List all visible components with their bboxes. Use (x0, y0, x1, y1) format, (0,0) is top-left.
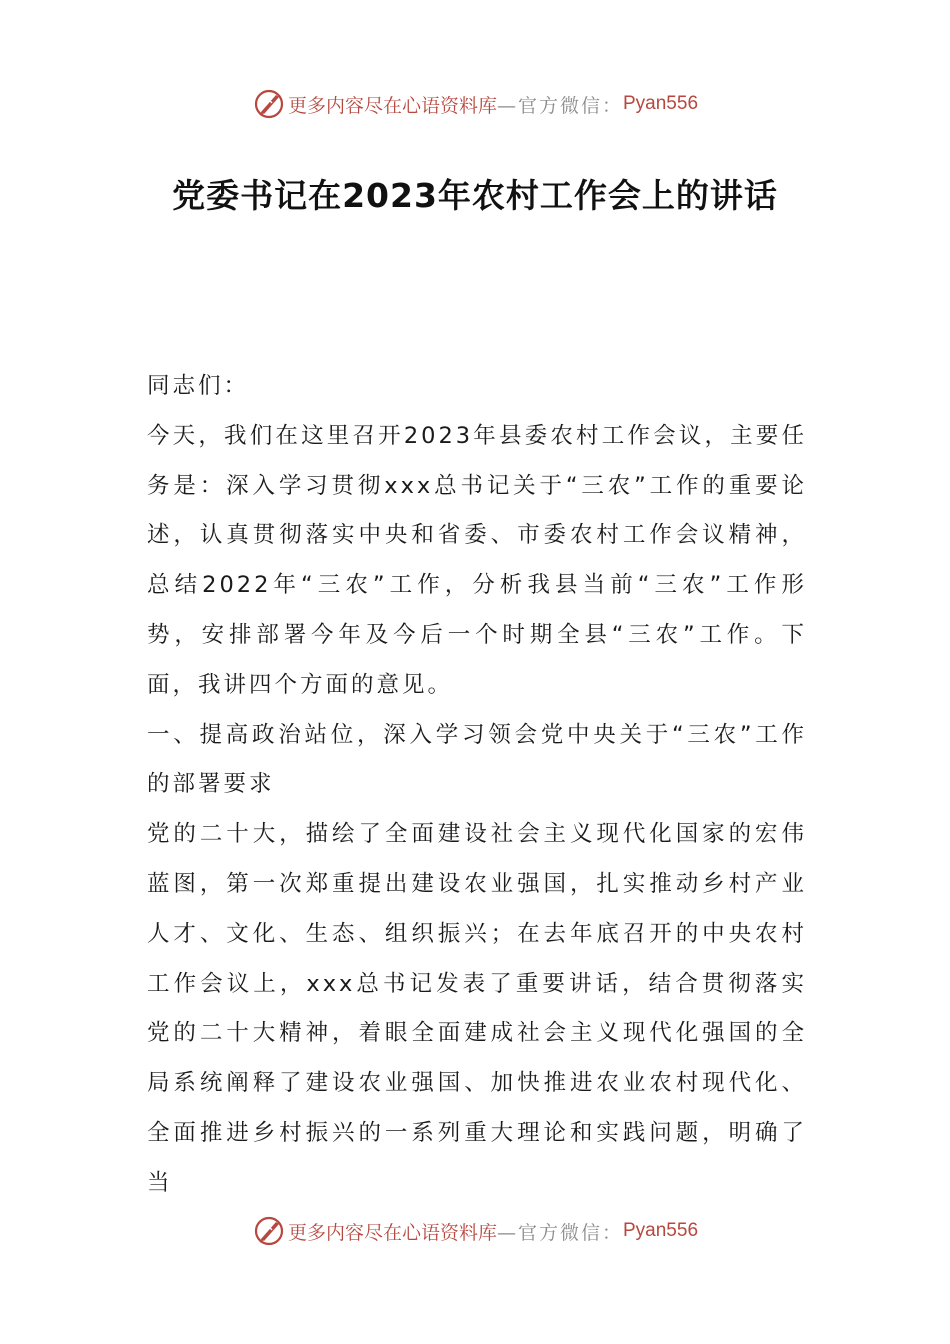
banner-wechat-id: Pyan556 (623, 1220, 699, 1241)
banner-main-text: 更多内容尽在心语资料库 (287, 1221, 497, 1244)
banner-sub-text: —官方微信： (496, 94, 623, 117)
paragraph-greeting: 同志们： (147, 373, 250, 399)
section-heading-1: 一、提高政治站位，深入学习领会党中央关于“三农”工作的部署要求 (147, 721, 807, 798)
quill-logo-icon (252, 87, 286, 121)
header-watermark-banner (0, 84, 950, 124)
banner-wechat-id: Pyan556 (623, 93, 699, 114)
paragraph-intro: 今天，我们在这里召开2023年县委农村工作会议，主要任务是：深入学习贯彻xxx总书记关于“三农”工作的重要论述，认真贯彻落实中央和省委、市委农村工作会议精神，总结2022年“三农”工作，分析我县当前“三农”工作形势，安排部署今年及今后一个时期全县“三农”工作。下面，我讲四个方面的意见。 (147, 422, 807, 698)
document-body (147, 362, 807, 1209)
footer-watermark-banner (0, 1211, 950, 1251)
paragraph-section-1: 党的二十大，描绘了全面建设社会主义现代化国家的宏伟蓝图，第一次郑重提出建设农业强国，扎实推动乡村产业人才、文化、生态、组织振兴；在去年底召开的中央农村工作会议上，xxx总书记发表了重要讲话，结合贯彻落实党的二十大精神，着眼全面建成社会主义现代化强国的全局系统阐释了建设农业强国、加快推进农业农村现代化、全面推进乡村振兴的一系列重大理论和实践问题，明确了当 (147, 821, 807, 1196)
banner-sub-text: —官方微信： (496, 1221, 623, 1244)
quill-logo-icon (252, 1214, 286, 1248)
document-title: 党委书记在2023年农村工作会上的讲话 (172, 176, 778, 215)
banner-main-text: 更多内容尽在心语资料库 (287, 94, 497, 117)
